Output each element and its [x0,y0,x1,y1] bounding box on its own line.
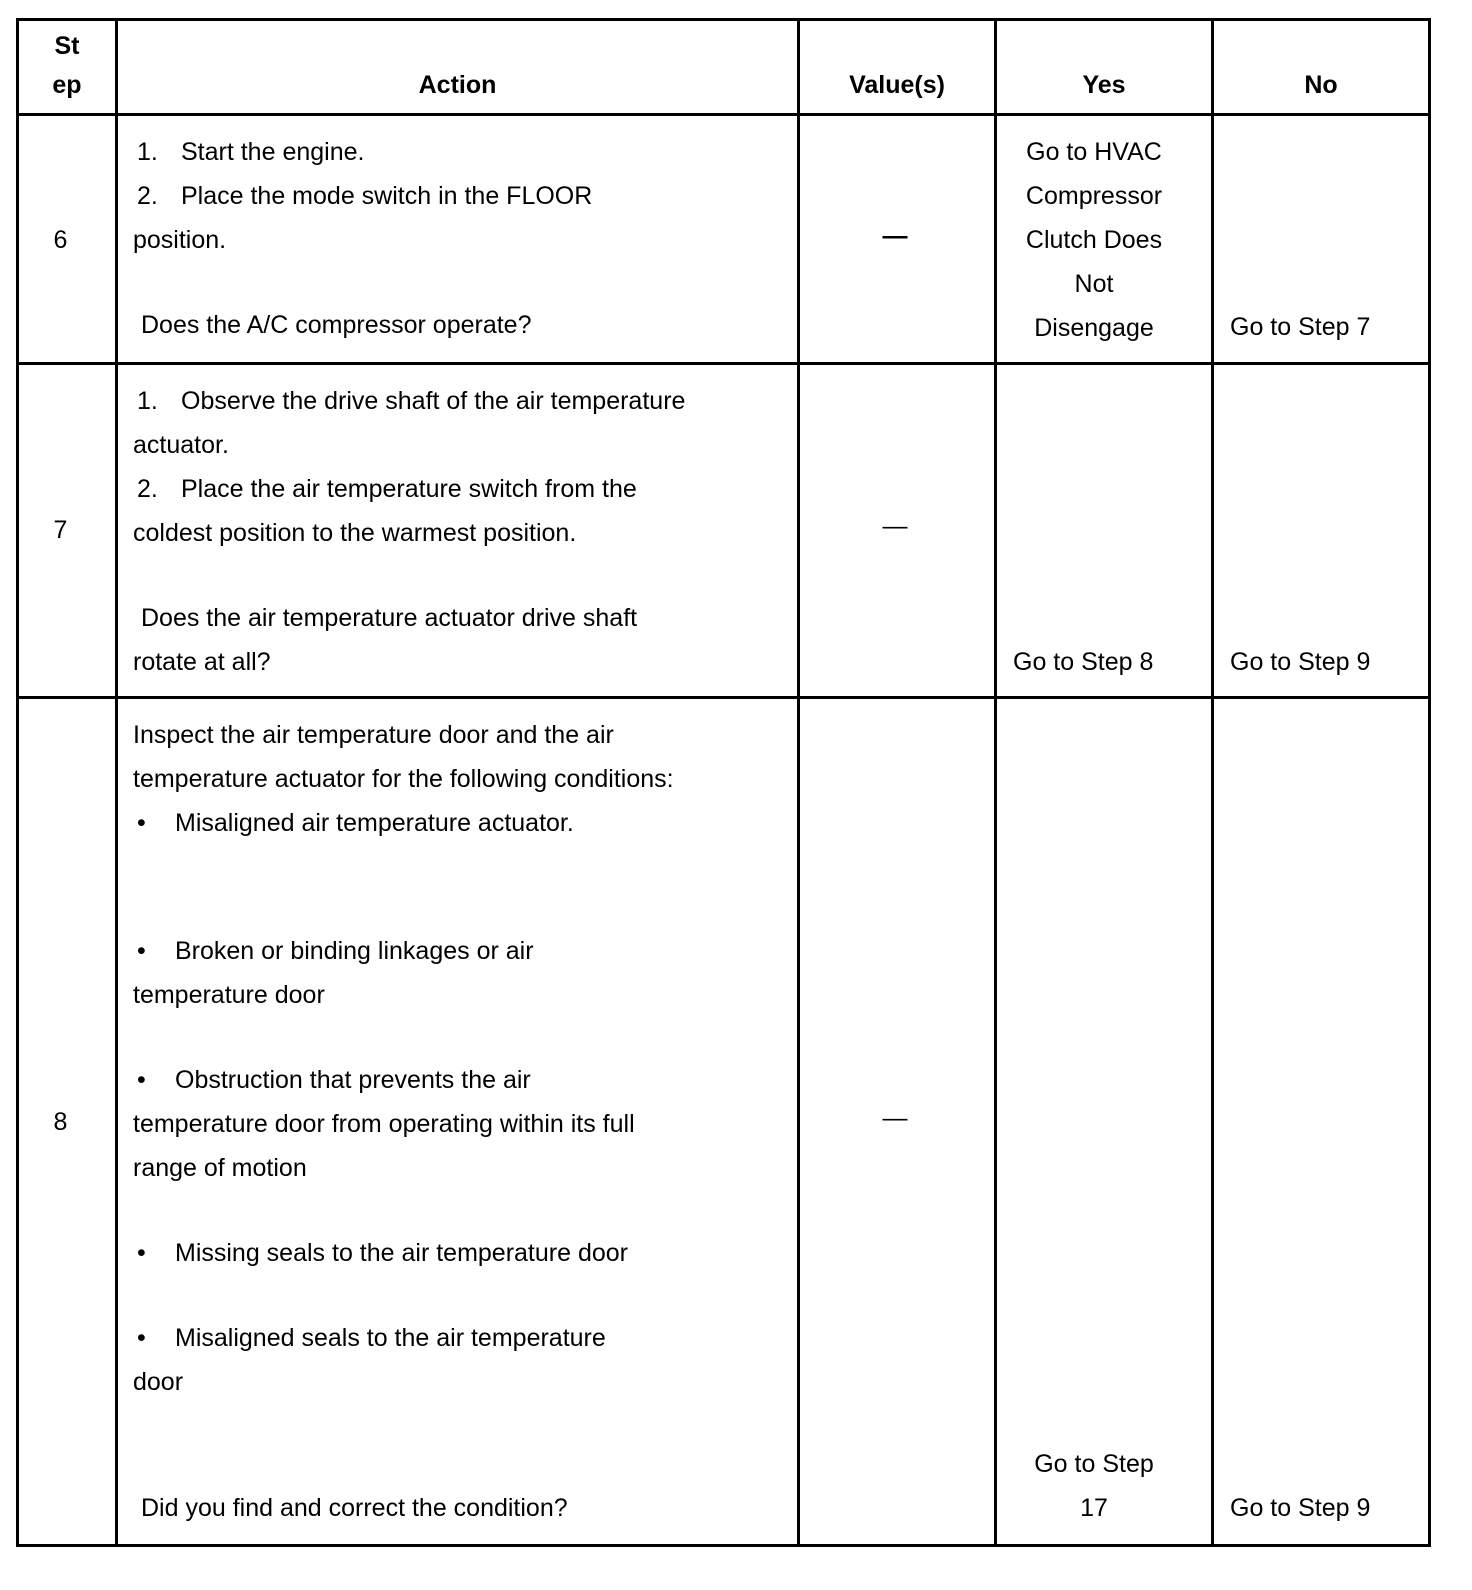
row-6-value: — [882,222,908,250]
row-7-action-2: Place the air temperature switch from the [181,475,637,503]
header-values: Value(s) [849,71,945,99]
col-divider-step [115,18,118,1547]
row-8-condition-3-cont-2: range of motion [133,1154,307,1182]
row-6-yes-line-3: Clutch Does [1025,226,1163,254]
row-8-question: Did you find and correct the condition? [141,1494,568,1522]
row-8-condition-2: Broken or binding linkages or air [175,937,534,965]
header-no: No [1304,71,1338,99]
row-8-yes-line-2: 17 [1080,1494,1108,1522]
header-divider [16,113,1431,116]
row-8-value: — [882,1104,908,1132]
row-8-condition-5: Misaligned seals to the air temperature [175,1324,606,1352]
row-7-value: — [882,512,908,540]
bullet-icon: • [137,1066,146,1094]
row-7-yes: Go to Step 8 [1013,648,1154,676]
row-6-action-2: Place the mode switch in the FLOOR [181,182,593,210]
table-border-right [1428,18,1431,1547]
row-6-action-2-cont: position. [133,226,227,254]
row-8-step: 8 [53,1108,68,1136]
row-8-condition-4: Missing seals to the air temperature door [175,1239,628,1267]
header-step-line-1: St [54,32,80,60]
row-8-yes [997,1442,1191,1530]
row-6-step: 6 [53,226,68,254]
row-6-yes-line-4: Not [1074,270,1114,298]
row-8-intro-line-2: temperature actuator for the following conditions: [133,765,674,793]
row-6-action-num-1: 1. [137,138,158,166]
row-divider-6-7 [16,362,1431,365]
row-7-action-2-cont: coldest position to the warmest position. [133,519,577,547]
bullet-icon: • [137,1239,146,1267]
row-divider-7-8 [16,696,1431,699]
row-8-condition-5-cont: door [133,1368,184,1396]
row-7-action [133,379,685,684]
row-7-action-1-cont: actuator. [133,431,229,459]
col-divider-yes [1211,18,1214,1547]
row-6-no: Go to Step 7 [1230,313,1371,341]
bullet-icon: • [137,1324,146,1352]
row-6-yes [997,130,1191,350]
row-8-condition-3-cont-1: temperature door from operating within its full [133,1110,635,1138]
row-6-action-num-2: 2. [137,182,158,210]
row-7-no: Go to Step 9 [1230,648,1371,676]
row-7-question-line-2: rotate at all? [133,648,271,676]
row-7-question-line-1: Does the air temperature actuator drive shaft [141,604,638,632]
table-border-top [16,18,1431,21]
row-8-condition-3: Obstruction that prevents the air [175,1066,531,1094]
row-8-yes-line-1: Go to Step [1034,1450,1154,1478]
row-6-yes-line-5: Disengage [1034,314,1154,342]
bullet-icon: • [137,937,146,965]
row-7-action-1: Observe the drive shaft of the air temperature [181,387,686,415]
header-yes: Yes [1082,71,1126,99]
row-7-action-num-2: 2. [137,475,158,503]
bullet-icon: • [137,809,146,837]
row-7-action-num-1: 1. [137,387,158,415]
header-step [19,27,115,105]
row-8-condition-2-cont: temperature door [133,981,325,1009]
row-8-action [133,713,674,1404]
row-8-intro-line-1: Inspect the air temperature door and the air [133,721,614,749]
row-6-action-1: Start the engine. [181,138,365,166]
table-border-bottom [16,1544,1431,1547]
row-7-step: 7 [53,516,68,544]
header-step-line-2: ep [52,71,82,99]
row-6-yes-line-1: Go to HVAC [1026,138,1162,166]
row-8-condition-1: Misaligned air temperature actuator. [175,809,574,837]
row-8-no: Go to Step 9 [1230,1494,1371,1522]
diagnostic-table [16,18,1431,1547]
row-6-action [133,130,592,347]
row-6-yes-line-2: Compressor [1025,182,1163,210]
row-6-question: Does the A/C compressor operate? [141,311,532,339]
header-action: Action [418,71,497,99]
